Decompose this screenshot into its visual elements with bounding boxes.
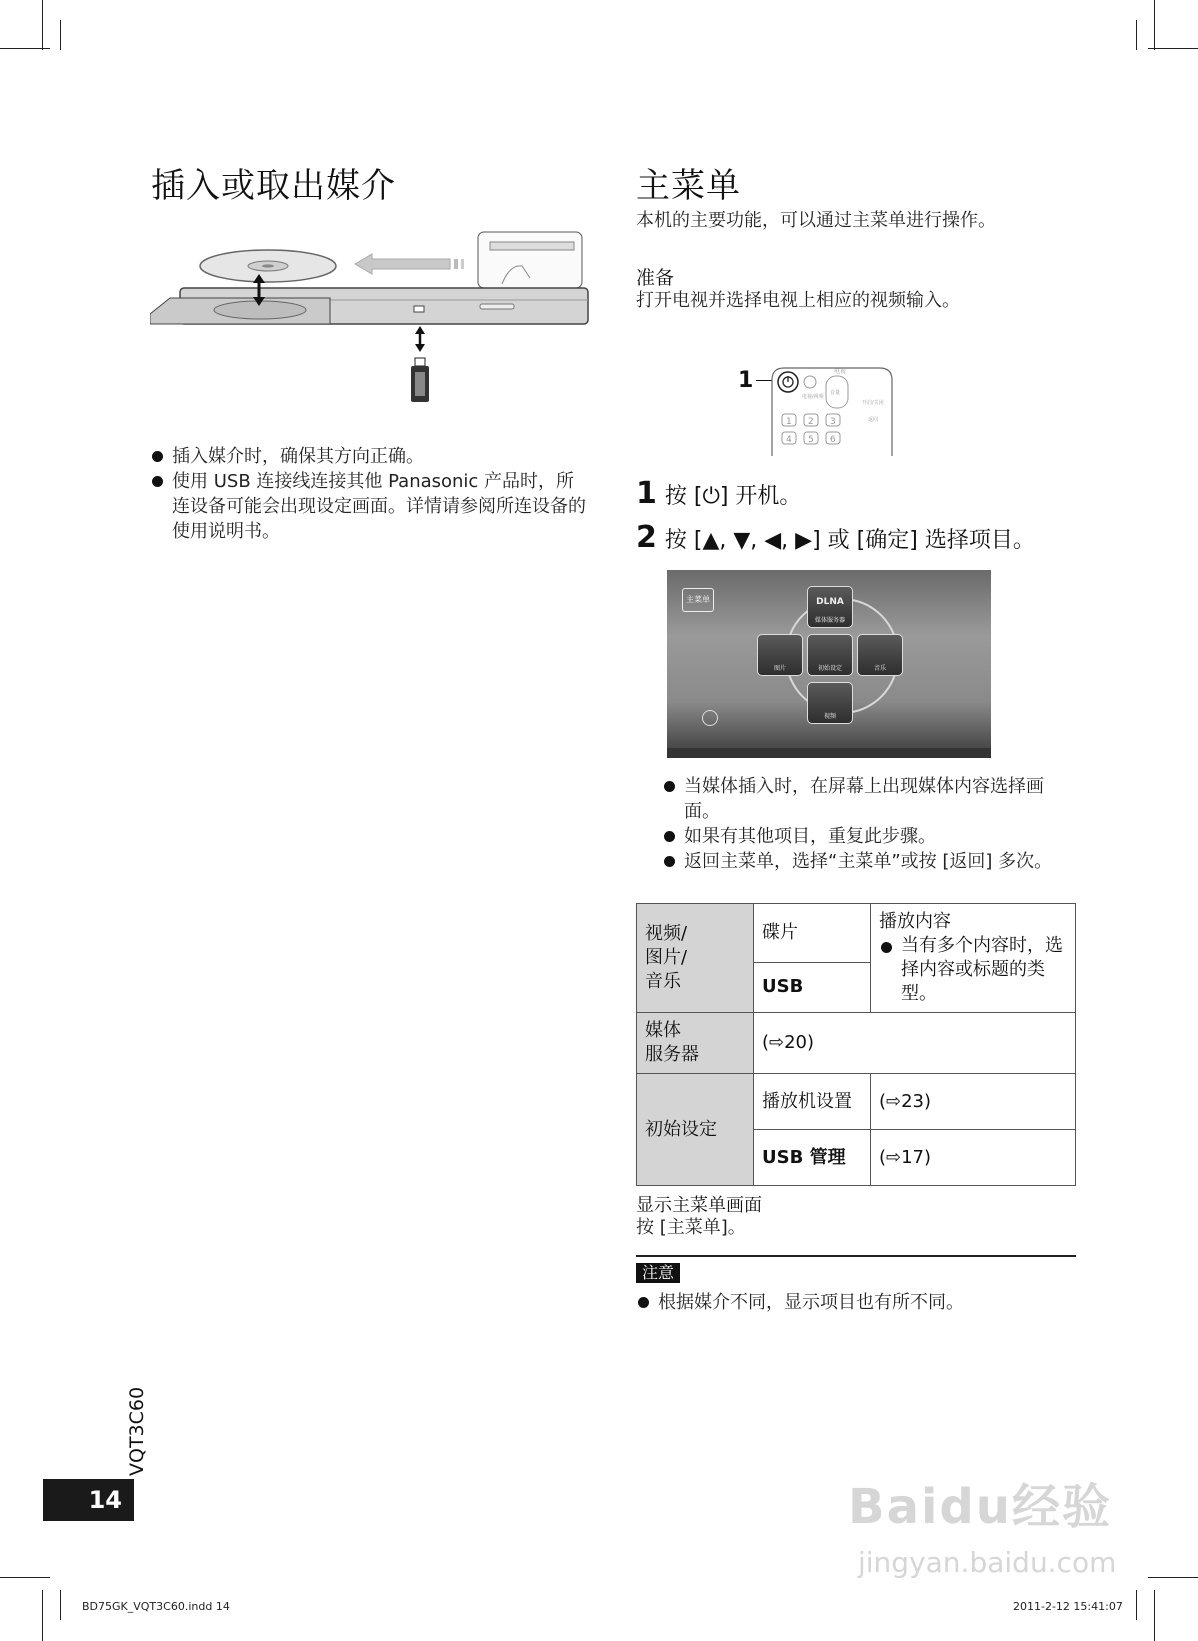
svg-text:4: 4 <box>786 435 792 445</box>
show-menu-heading: 显示主菜单画面 <box>636 1195 762 1216</box>
main-menu-badge: 主菜单 <box>682 588 714 612</box>
doc-code: VQT3C60 <box>126 1386 148 1476</box>
step-number: 2 <box>636 520 657 555</box>
callout-number: 1 <box>738 368 754 393</box>
crop-mark <box>1148 1577 1198 1578</box>
right-bullet-list <box>662 774 1062 874</box>
table-cell-ref: (⇨23) <box>871 1074 1076 1130</box>
crop-mark <box>1154 0 1155 50</box>
svg-text:5: 5 <box>808 435 814 445</box>
table-cell-category: 媒体 服务器 <box>637 1013 754 1074</box>
svg-text:返回: 返回 <box>868 417 879 423</box>
svg-text:2: 2 <box>808 417 814 427</box>
tile-music: 音乐 <box>857 634 903 676</box>
tile-setup: 初始设定 <box>807 634 853 676</box>
divider <box>636 1255 1076 1257</box>
step-1 <box>636 476 801 511</box>
tile-media-server: DLNA 媒体服务器 <box>807 586 853 628</box>
svg-text:音量: 音量 <box>830 390 841 396</box>
intro-text: 本机的主要功能，可以通过主菜单进行操作。 <box>636 210 996 231</box>
note-bullet-list <box>636 1290 1076 1315</box>
table-cell-usb-manage: USB 管理 <box>754 1130 871 1186</box>
prep-text: 打开电视并选择电视上相应的视频输入。 <box>636 290 960 311</box>
svg-text:电视: 电视 <box>834 368 847 375</box>
crop-mark <box>0 1577 50 1578</box>
crop-mark <box>1154 1590 1155 1641</box>
watermark-url: jingyan.baidu.com <box>858 1546 1117 1579</box>
main-menu-screenshot <box>667 570 991 758</box>
svg-text:开启/关闭: 开启/关闭 <box>862 400 884 406</box>
prep-heading: 准备 <box>636 267 675 289</box>
show-menu-text: 按 [主菜单]。 <box>636 1217 746 1238</box>
crop-mark <box>1136 1590 1137 1620</box>
crop-mark <box>42 1590 43 1641</box>
screen-bottom-bar <box>667 748 991 758</box>
menu-table <box>636 903 1076 1186</box>
table-cell-category: 视频/ 图片/ 音乐 <box>637 904 754 1013</box>
baidu-watermark <box>848 1468 1138 1588</box>
tile-video: 视频 <box>807 682 853 724</box>
disc-insertion-illustration <box>150 228 600 423</box>
list-item: 插入媒介时，确保其方向正确。 <box>150 444 590 469</box>
playback-title: 播放内容 <box>879 911 951 932</box>
step-number: 1 <box>636 476 657 511</box>
svg-text:电视/视频: 电视/视频 <box>802 394 824 400</box>
tile-photo: 图片 <box>757 634 803 676</box>
playback-bullets <box>879 934 1067 1006</box>
table-cell-ref: (⇨20) <box>754 1013 1076 1074</box>
dlna-logo: DLNA <box>816 597 844 607</box>
step-2 <box>636 520 1035 555</box>
table-cell-ref: (⇨17) <box>871 1130 1076 1186</box>
crop-mark <box>60 1590 61 1620</box>
crop-mark <box>42 0 43 50</box>
list-item: 根据媒介不同，显示项目也有所不同。 <box>636 1290 1076 1315</box>
navigation-icon <box>702 710 718 726</box>
step-text: 按 [⏻] 开机。 <box>664 484 802 509</box>
footer-file: BD75GK_VQT3C60.indd 14 <box>82 1600 230 1613</box>
list-item: 当媒体插入时，在屏幕上出现媒体内容选择画面。 <box>662 774 1062 824</box>
page-number: 14 <box>43 1479 134 1521</box>
crop-mark <box>1148 48 1198 49</box>
left-bullet-list <box>150 444 590 544</box>
list-item: 如果有其他项目，重复此步骤。 <box>662 824 1062 849</box>
table-cell-usb: USB <box>754 962 871 1012</box>
right-section-title: 主菜单 <box>636 166 741 206</box>
table-cell-category: 初始设定 <box>637 1074 754 1186</box>
crop-mark <box>1136 20 1137 50</box>
table-cell-player-setup: 播放机设置 <box>754 1074 871 1130</box>
list-item: 使用 USB 连接线连接其他 Panasonic 产品时，所连设备可能会出现设定画面。详情请参阅所连设备的使用说明书。 <box>150 469 590 544</box>
footer-timestamp: 2011-2-12 15:41:07 <box>1013 1600 1123 1613</box>
svg-text:6: 6 <box>830 435 836 445</box>
crop-mark <box>60 20 61 50</box>
watermark-logo: Baidu经验 <box>848 1479 1112 1535</box>
table-cell-playback <box>871 904 1076 1013</box>
note-label: 注意 <box>636 1263 680 1283</box>
svg-text:3: 3 <box>830 417 836 427</box>
list-item: 返回主菜单，选择“主菜单”或按 [返回] 多次。 <box>662 849 1062 874</box>
step-text: 按 [▲, ▼, ◀, ▶] 或 [确定] 选择项目。 <box>664 528 1035 553</box>
list-item: 当有多个内容时，选择内容或标题的类型。 <box>879 934 1067 1006</box>
left-section-title: 插入或取出媒介 <box>151 166 396 206</box>
svg-text:1: 1 <box>786 417 792 427</box>
table-cell-disc: 碟片 <box>754 904 871 963</box>
remote-illustration <box>738 366 898 456</box>
